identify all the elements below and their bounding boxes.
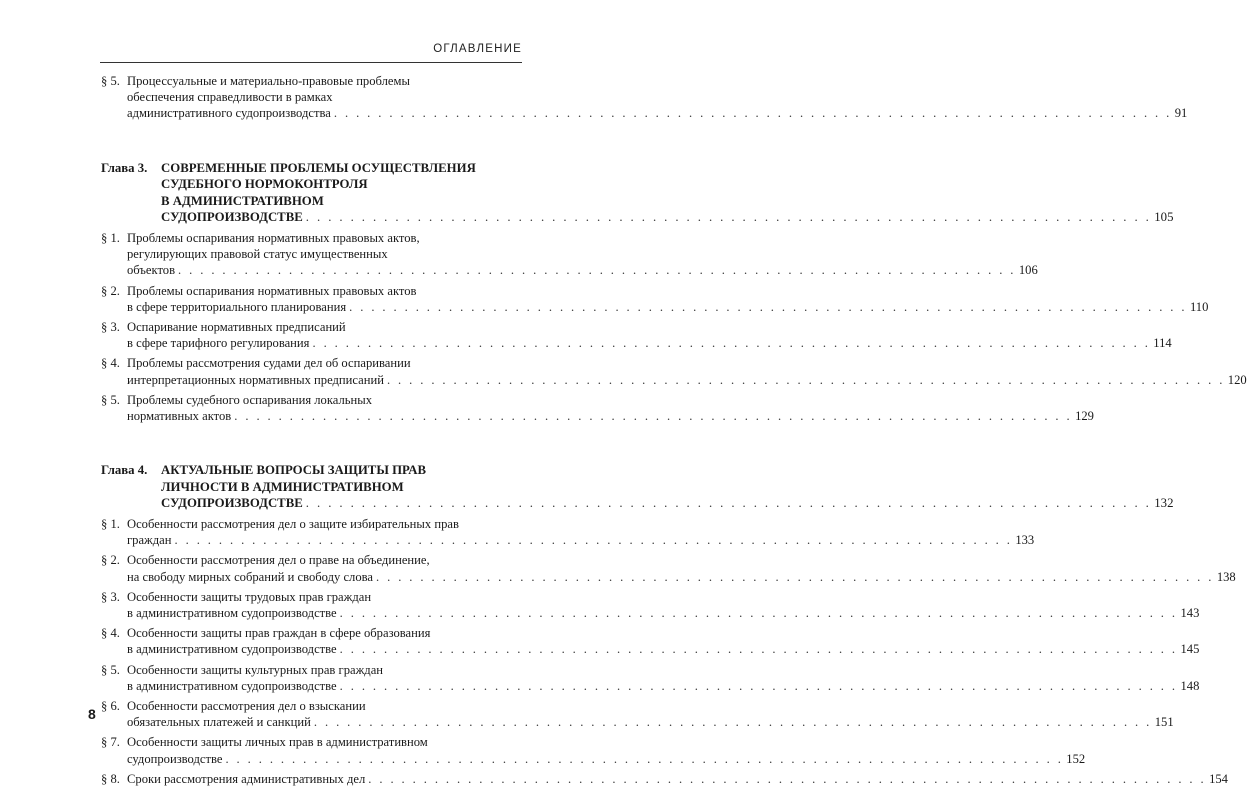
- chapter-title-line: СУДОПРОИЗВОДСТВЕ: [161, 496, 303, 511]
- leader-dots: [368, 771, 1206, 787]
- page-ref: 114: [1153, 336, 1172, 351]
- chapter-label: Глава 3.: [101, 160, 148, 175]
- chapter-title-line: СОВРЕМЕННЫЕ ПРОБЛЕМЫ ОСУЩЕСТВЛЕНИЯ: [161, 160, 476, 175]
- page-ref: 143: [1180, 606, 1200, 621]
- entry-line: Проблемы судебного оспаривания локальных: [127, 392, 372, 407]
- section-number: § 5.: [101, 392, 120, 407]
- leader-dots: [340, 605, 1178, 621]
- toc-entry[interactable]: [101, 230, 1038, 279]
- entry-line: Особенности рассмотрения дел о взыскании: [127, 699, 366, 714]
- leader-dots: [349, 299, 1187, 315]
- entry-line: Особенности защиты личных прав в административном: [127, 735, 428, 750]
- page-ref: 120: [1227, 372, 1247, 387]
- section-number: § 2.: [101, 553, 120, 568]
- section-number: § 3.: [101, 320, 120, 334]
- leader-dots: [178, 262, 1016, 278]
- page-ref: 138: [1216, 569, 1236, 584]
- section-number: § 1.: [101, 517, 120, 531]
- leader-dots: [314, 714, 1152, 730]
- header-rule: [100, 62, 522, 63]
- chapter-title-line: АКТУАЛЬНЫЕ ВОПРОСЫ ЗАЩИТЫ ПРАВ: [161, 463, 427, 478]
- entry-line: в административном судопроизводстве: [127, 678, 337, 693]
- section-number: § 1.: [101, 230, 120, 245]
- leader-dots: [234, 408, 1072, 424]
- chapter-label: Глава 4.: [101, 463, 148, 478]
- leader-dots: [306, 496, 1151, 510]
- entry-line: Процессуальные и материально-правовые проблемы: [127, 74, 410, 88]
- leader-dots: [334, 105, 1172, 121]
- entry-line: регулирующих правовой статус имущественных: [127, 247, 388, 262]
- section-number: § 3.: [101, 589, 120, 604]
- toc-entry[interactable]: [101, 771, 1228, 787]
- entry-line: в сфере тарифного регулирования: [127, 336, 310, 351]
- entry-line: в сфере территориального планирования: [127, 299, 347, 314]
- page-ref: 132: [1154, 496, 1174, 511]
- toc-entry[interactable]: [101, 589, 1200, 621]
- page-ref: 129: [1075, 409, 1094, 424]
- entry-line: Проблемы оспаривания нормативных правовых актов: [127, 283, 417, 298]
- page-ref: 152: [1066, 751, 1086, 766]
- page-ref: 145: [1180, 642, 1200, 657]
- page-ref: 151: [1154, 715, 1174, 730]
- section-number: § 8.: [101, 771, 120, 786]
- toc-entry[interactable]: [101, 283, 1209, 315]
- entry-line: административного судопроизводства: [127, 106, 331, 121]
- toc-entry[interactable]: [101, 355, 1247, 387]
- page-number: 8: [88, 706, 96, 722]
- chapter-title-line: В АДМИНИСТРАТИВНОМ СУДОПРОИЗВОДСТВЕ: [161, 193, 324, 225]
- toc-entry[interactable]: [101, 698, 1174, 730]
- page-ref: 106: [1018, 263, 1038, 278]
- leader-dots: [306, 210, 1151, 224]
- entry-line: нормативных актов: [127, 409, 232, 424]
- leader-dots: [340, 678, 1178, 694]
- running-header: ОГЛАВЛЕНИЕ: [433, 43, 522, 55]
- entry-line: в административном судопроизводстве: [127, 606, 337, 621]
- toc-entry[interactable]: [101, 73, 1188, 122]
- section-number: § 6.: [101, 699, 120, 714]
- page-ref: 154: [1209, 771, 1228, 786]
- leader-dots: [387, 372, 1225, 388]
- page-ref: 105: [1154, 210, 1174, 225]
- toc-entry[interactable]: [101, 319, 1172, 351]
- entry-line: граждан: [127, 533, 172, 548]
- page-ref: 133: [1015, 533, 1035, 548]
- toc-entry[interactable]: [101, 625, 1200, 657]
- toc-entry[interactable]: [101, 734, 1086, 766]
- entry-line: Особенности рассмотрения дел о праве на объединение,: [127, 553, 430, 568]
- toc-entry[interactable]: [101, 662, 1200, 694]
- entry-line: интерпретационных нормативных предписаний: [127, 372, 384, 387]
- entry-line: Особенности защиты культурных прав граждан: [127, 662, 384, 677]
- page-ref: 148: [1180, 678, 1200, 693]
- entry-line: Оспаривание нормативных предписаний: [127, 320, 346, 334]
- leader-dots: [376, 569, 1214, 585]
- leader-dots: [312, 335, 1150, 351]
- section-number: § 7.: [101, 735, 120, 750]
- page-ref: 110: [1189, 299, 1209, 314]
- entry-line: Проблемы рассмотрения судами дел об оспаривании: [127, 356, 411, 371]
- chapter-heading[interactable]: [101, 462, 1174, 512]
- entry-line: Особенности защиты трудовых прав граждан: [127, 589, 372, 604]
- leader-dots: [340, 641, 1178, 657]
- section-number: § 4.: [101, 356, 120, 371]
- entry-line: Сроки рассмотрения административных дел: [127, 771, 366, 786]
- entry-line: на свободу мирных собраний и свободу слова: [127, 569, 373, 584]
- chapter-title-line: ЛИЧНОСТИ В АДМИНИСТРАТИВНОМ: [161, 479, 404, 494]
- toc-entry[interactable]: [101, 552, 1236, 584]
- entry-line: Особенности защиты прав граждан в сфере образования: [127, 626, 431, 641]
- leader-dots: [225, 751, 1063, 767]
- entry-line: Проблемы оспаривания нормативных правовых актов,: [127, 230, 420, 245]
- entry-line: объектов: [127, 263, 176, 278]
- table-of-contents: [101, 73, 1247, 791]
- section-number: § 2.: [101, 283, 120, 298]
- chapter-title-line: СУДЕБНОГО НОРМОКОНТРОЛЯ: [161, 177, 368, 192]
- entry-line: Особенности рассмотрения дел о защите избирательных прав: [127, 517, 459, 531]
- page-ref: 91: [1174, 106, 1188, 121]
- entry-line: судопроизводстве: [127, 751, 223, 766]
- section-number: § 5.: [101, 662, 120, 677]
- section-number: § 5.: [101, 74, 120, 88]
- entry-line: в административном судопроизводстве: [127, 642, 337, 657]
- toc-entry[interactable]: [101, 516, 1035, 548]
- leader-dots: [175, 532, 1013, 548]
- entry-line: обеспечения справедливости в рамках: [127, 90, 333, 105]
- section-number: § 4.: [101, 626, 120, 641]
- toc-entry[interactable]: [101, 392, 1094, 424]
- entry-line: обязательных платежей и санкций: [127, 715, 311, 730]
- chapter-heading[interactable]: [101, 160, 1174, 226]
